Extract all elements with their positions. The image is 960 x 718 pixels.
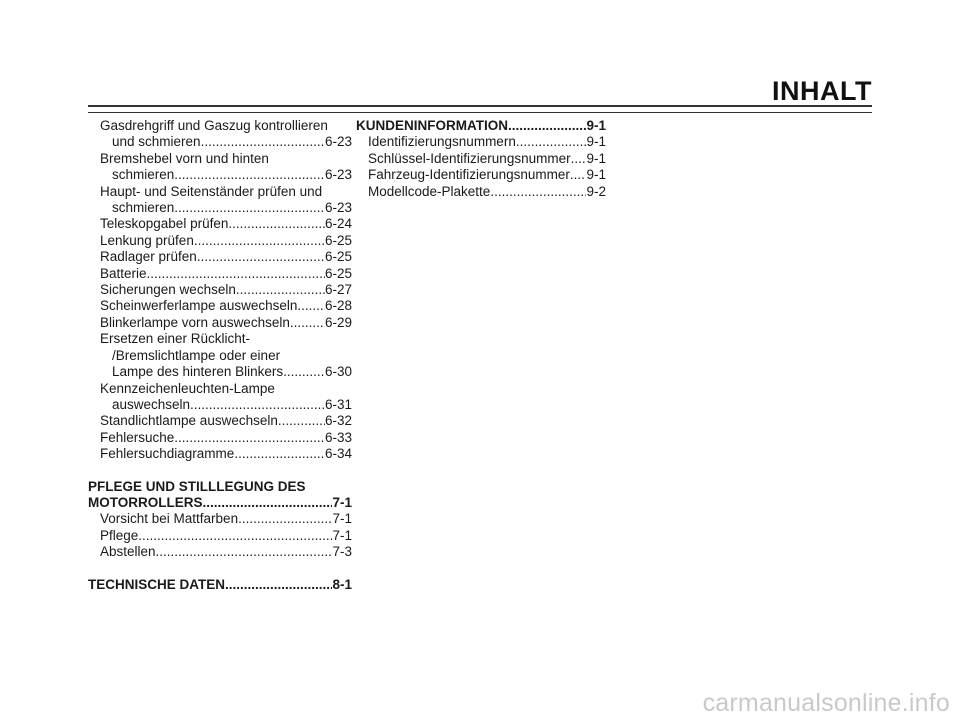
toc-entry[interactable] <box>88 413 352 429</box>
toc-entry[interactable] <box>88 430 352 446</box>
dot-leader <box>138 528 332 544</box>
toc-page-number: 6-32 <box>324 413 352 429</box>
toc-entry[interactable] <box>88 266 352 282</box>
dot-leader <box>283 364 325 380</box>
toc-page-number: 6-30 <box>324 364 352 380</box>
dot-leader <box>290 315 325 331</box>
watermark: carmanualsonline.info <box>702 689 950 717</box>
toc-left-column <box>88 118 352 593</box>
toc-page-number: 6-25 <box>324 232 352 248</box>
toc-chapter-entry[interactable] <box>88 479 352 512</box>
toc-page-number: 8-1 <box>332 576 352 592</box>
toc-page-number: 6-24 <box>324 216 352 232</box>
dot-leader <box>571 151 587 167</box>
toc-page-number: 6-29 <box>324 314 352 330</box>
toc-page-number: 6-23 <box>324 167 352 183</box>
toc-entry-text: MOTORROLLERS <box>88 494 203 510</box>
toc-entry-text: Fehlersuche <box>100 429 175 445</box>
toc-chapter-entry[interactable] <box>356 118 606 134</box>
toc-page-number: 6-33 <box>324 429 352 445</box>
dot-leader <box>228 216 325 232</box>
toc-entry-text: Schlüssel-Identifizierungsnummer <box>368 150 571 166</box>
toc-entry-text: Lampe des hinteren Blinkers <box>112 364 284 380</box>
toc-entry-text: Modellcode-Plakette <box>368 183 491 199</box>
toc-page-number: 7-1 <box>332 511 352 527</box>
section-gap <box>88 463 352 479</box>
header-rule <box>88 105 872 113</box>
toc-entry-text: Radlager prüfen <box>100 249 197 265</box>
dot-leader <box>197 249 325 265</box>
dot-leader <box>201 134 325 150</box>
toc-entry-text: Vorsicht bei Mattfarben <box>100 511 239 527</box>
toc-entry[interactable] <box>88 184 352 217</box>
toc-right-column <box>356 118 606 200</box>
dot-leader <box>194 233 325 249</box>
dot-leader <box>516 134 587 150</box>
toc-entry[interactable] <box>88 216 352 232</box>
toc-entry[interactable] <box>356 151 606 167</box>
toc-entry[interactable] <box>88 381 352 414</box>
toc-entry[interactable] <box>88 249 352 265</box>
toc-entry-text: Abstellen <box>100 544 156 560</box>
dot-leader <box>174 200 325 216</box>
toc-entry-text: Pflege <box>100 527 139 543</box>
toc-entry-text: KUNDENINFORMATION <box>356 118 508 133</box>
toc-entry-text: auswechseln <box>112 396 191 412</box>
toc-entry-text: Lenkung prüfen <box>100 232 194 248</box>
toc-page-number: 9-1 <box>586 150 606 166</box>
toc-page-number: 6-23 <box>324 134 352 150</box>
toc-entry-text: Sicherungen wechseln <box>100 282 236 298</box>
toc-entry[interactable] <box>88 233 352 249</box>
dot-leader <box>236 282 325 298</box>
toc-entry[interactable] <box>88 446 352 462</box>
section-gap <box>88 561 352 577</box>
dot-leader <box>238 511 332 527</box>
toc-page-number: 7-3 <box>332 544 352 560</box>
dot-leader <box>203 495 333 511</box>
dot-leader <box>297 298 325 314</box>
toc-entry-text: Identifizierungsnummern <box>368 134 516 150</box>
toc-chapter-entry[interactable] <box>88 577 352 593</box>
dot-leader <box>278 413 325 429</box>
toc-page-number: 7-1 <box>332 494 352 510</box>
dot-leader <box>156 544 333 560</box>
dot-leader <box>234 446 325 462</box>
toc-page-number: 9-2 <box>586 183 606 199</box>
toc-entry-text: schmieren <box>112 200 175 216</box>
toc-entry[interactable] <box>356 184 606 200</box>
toc-entry-text: Gasdrehgriff und Gaszug kontrollieren <box>100 118 328 133</box>
toc-entry-text: und schmieren <box>112 134 201 150</box>
toc-page-number: 6-25 <box>324 249 352 265</box>
dot-leader <box>190 397 325 413</box>
toc-entry[interactable] <box>356 167 606 183</box>
toc-entry-text: Teleskopgabel prüfen <box>100 216 229 232</box>
page-title: INHALT <box>772 76 872 106</box>
toc-entry[interactable] <box>88 544 352 560</box>
toc-entry[interactable] <box>88 315 352 331</box>
toc-entry[interactable] <box>88 118 352 151</box>
toc-entry-text: /Bremslichtlampe oder einer <box>112 347 281 363</box>
toc-entry[interactable] <box>88 298 352 314</box>
toc-entry-text: Haupt- und Seitenständer prüfen und <box>100 183 323 199</box>
toc-page-number: 6-27 <box>324 282 352 298</box>
toc-entry-text: Blinkerlampe vorn auswechseln <box>100 314 290 330</box>
toc-entry-text: Batterie <box>100 265 147 281</box>
toc-entry-text: PFLEGE UND STILLLEGUNG DES <box>88 478 306 494</box>
toc-entry-text: Standlichtlampe auswechseln <box>100 413 278 429</box>
toc-entry[interactable] <box>356 134 606 150</box>
toc-entry[interactable] <box>88 151 352 184</box>
toc-page-number: 6-34 <box>324 446 352 462</box>
dot-leader <box>508 118 586 134</box>
toc-entry-text: Fehlersuchdiagramme <box>100 446 235 462</box>
dot-leader <box>174 430 325 446</box>
toc-entry-text: TECHNISCHE DATEN <box>88 576 226 592</box>
toc-page-number: 7-1 <box>332 527 352 543</box>
toc-entry-text: Kennzeichenleuchten-Lampe <box>100 380 275 396</box>
dot-leader <box>225 577 332 593</box>
dot-leader <box>490 184 586 200</box>
toc-entry[interactable] <box>88 282 352 298</box>
toc-entry-text: schmieren <box>112 167 175 183</box>
toc-entry[interactable] <box>88 528 352 544</box>
toc-page-number: 6-25 <box>324 265 352 281</box>
toc-entry-text: Bremshebel vorn und hinten <box>100 150 269 166</box>
toc-page-number: 6-28 <box>324 298 352 314</box>
toc-page-number: 9-1 <box>586 118 606 133</box>
toc-entry[interactable] <box>88 331 352 380</box>
toc-entry-text: Scheinwerferlampe auswechseln <box>100 298 298 314</box>
dot-leader <box>174 167 325 183</box>
toc-page-number: 6-23 <box>324 200 352 216</box>
toc-entry[interactable] <box>88 511 352 527</box>
dot-leader <box>570 167 587 183</box>
toc-entry-text: Ersetzen einer Rücklicht- <box>100 331 251 347</box>
toc-page-number: 9-1 <box>586 167 606 183</box>
toc-page-number: 9-1 <box>586 134 606 150</box>
dot-leader <box>147 266 325 282</box>
toc-entry-text: Fahrzeug-Identifizierungsnummer <box>368 167 570 183</box>
toc-page-number: 6-31 <box>324 396 352 412</box>
